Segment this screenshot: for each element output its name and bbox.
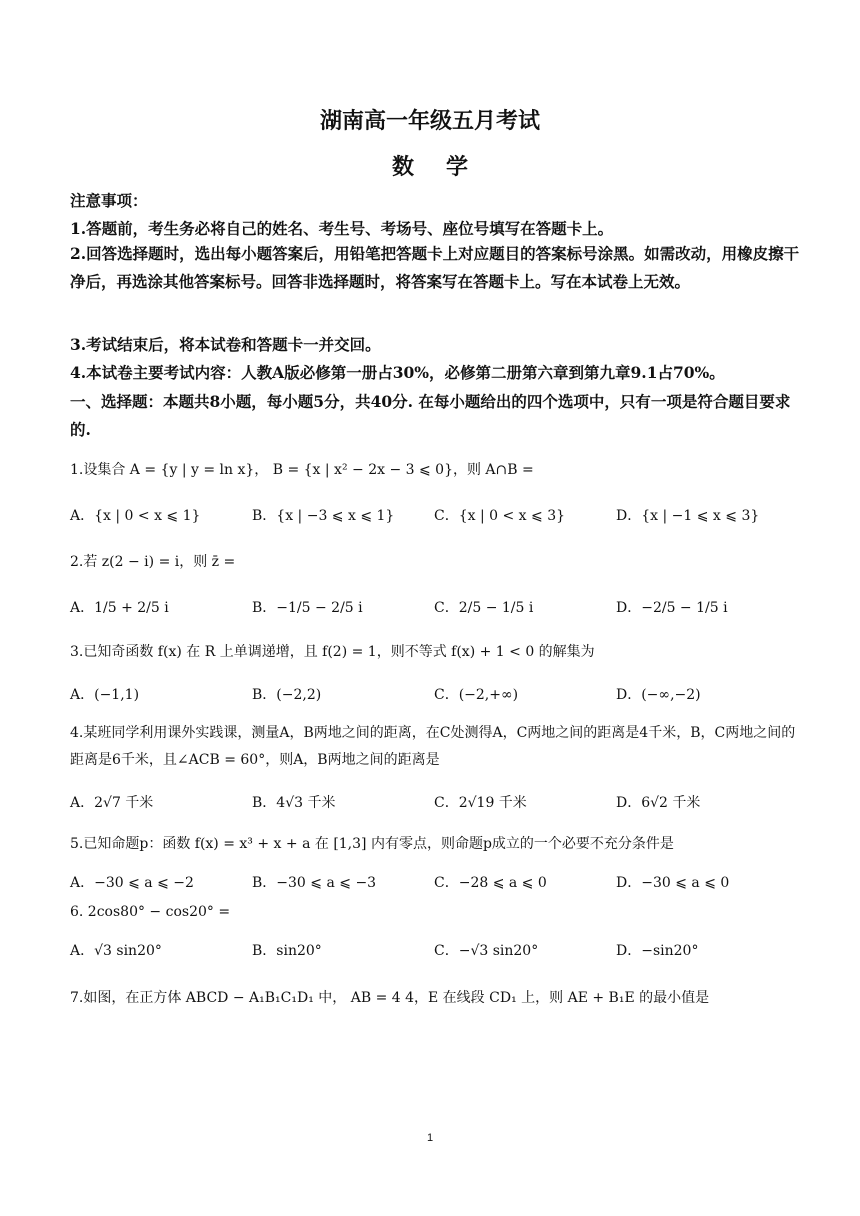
page-number: 1 <box>426 1132 434 1144</box>
question-4-stem: 4.某班同学利用课外实践课，测量A，B两地之间的距离，在C处测得A，C两地之间的距离是4千米，B，C两地之间的距离是6千米，且∠ACB = 60°，则A，B两地之间的距离是 <box>70 725 796 768</box>
notice-item-1: 1.答题前，考生务必将自己的姓名、考生号、考场号、座位号填写在答题卡上。 <box>70 219 614 238</box>
q5-option-a: A．−30 ⩽ a ⩽ −2 <box>70 875 194 891</box>
q5-option-d: D．−30 ⩽ a ⩽ 0 <box>616 875 730 891</box>
q4-option-c: C．2√19 千米 <box>434 795 527 811</box>
q4-option-d: D．6√2 千米 <box>616 795 701 811</box>
q2-option-d: D．−2/5 − 1/5 i <box>616 600 728 616</box>
question-5-stem: 5.已知命题p：函数 f(x) = x³ + x + a 在 [1,3] 内有零点，则命题p成立的一个必要不充分条件是 <box>70 836 674 852</box>
q5-option-c: C．−28 ⩽ a ⩽ 0 <box>434 875 547 891</box>
question-3-stem: 3.已知奇函数 f(x) 在 R 上单调递增，且 f(2) = 1，则不等式 f(x) + 1 < 0 的解集为 <box>70 644 595 660</box>
question-2-stem: 2.若 z(2 − i) = i，则 z̄ = <box>70 554 236 570</box>
question-7-stem: 7.如图，在正方体 ABCD − A₁B₁C₁D₁ 中， AB = 4 4，E 在线段 CD₁ 上，则 AE + B₁E 的最小值是 <box>70 990 710 1006</box>
q2-option-a: A．1/5 + 2/5 i <box>70 600 169 616</box>
section-heading: 一、选择题：本题共8小题，每小题5分，共40分. 在每小题给出的四个选项中，只有一项是符合题目要求的. <box>70 392 791 439</box>
q6-option-d: D．−sin20° <box>616 943 699 959</box>
notice-item-3: 3.考试结束后，将本试卷和答题卡一并交回。 <box>70 335 381 354</box>
q4-option-b: B．4√3 千米 <box>252 795 336 811</box>
q6-option-c: C．−√3 sin20° <box>434 943 539 959</box>
notice-item-2: 2.回答选择题时，选出每小题答案后，用铅笔把答题卡上对应题目的答案标号涂黑。如需改动，用橡皮擦干净后，再选涂其他答案标号。回答非选择题时，将答案写在答题卡上。写在本试卷上无效。 <box>70 244 800 291</box>
q6-option-a: A．√3 sin20° <box>70 943 162 959</box>
q3-option-a: A．(−1,1) <box>70 687 140 703</box>
q5-option-b: B．−30 ⩽ a ⩽ −3 <box>252 875 377 891</box>
q3-option-c: C．(−2,+∞) <box>434 687 519 703</box>
q2-option-c: C．2/5 − 1/5 i <box>434 600 534 616</box>
subject-title: 数学 <box>391 154 500 180</box>
q1-option-d: D．{x | −1 ⩽ x ⩽ 3} <box>616 508 760 524</box>
question-1-stem: 1.设集合 A = {y | y = ln x}， B = {x | x² − 2x − 3 ⩽ 0}，则 A∩B = <box>70 462 534 478</box>
q2-option-b: B．−1/5 − 2/5 i <box>252 600 363 616</box>
notice-item-4: 4.本试卷主要考试内容：人教A版必修第一册占30%，必修第二册第六章到第九章9.1占70%。 <box>70 363 725 382</box>
question-6-stem: 6. 2cos80° − cos20° = <box>70 904 231 920</box>
q1-option-a: A．{x | 0 < x ⩽ 1} <box>70 508 201 524</box>
q1-option-c: C．{x | 0 < x ⩽ 3} <box>434 508 566 524</box>
q4-option-a: A．2√7 千米 <box>70 795 154 811</box>
q3-option-d: D．(−∞,−2) <box>616 687 701 703</box>
q3-option-b: B．(−2,2) <box>252 687 322 703</box>
q1-option-b: B．{x | −3 ⩽ x ⩽ 1} <box>252 508 395 524</box>
notice-heading: 注意事项： <box>70 191 148 210</box>
q6-option-b: B．sin20° <box>252 943 322 959</box>
exam-title: 湖南高一年级五月考试 <box>319 108 540 134</box>
